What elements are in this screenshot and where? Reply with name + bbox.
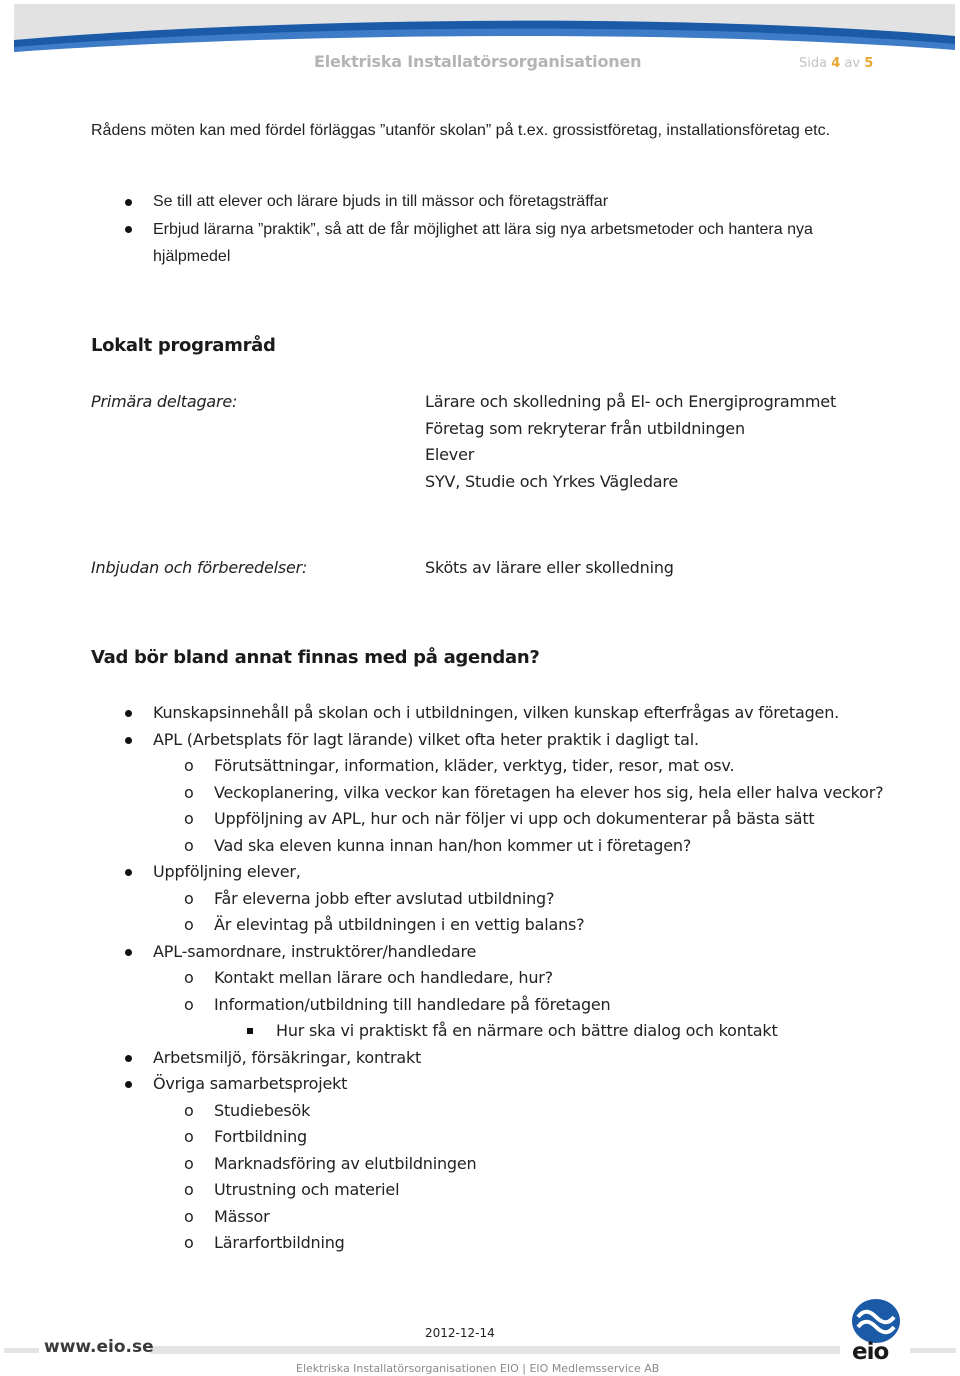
agenda-item-text: Kunskapsinnehåll på skolan och i utbildningen, vilken kunskap efterfrågas av företagen. [153,703,840,722]
bullet-circle-icon: o [184,1100,194,1120]
footer-date: 2012-12-14 [425,1326,495,1340]
agenda-item-text: Kontakt mellan lärare och handledare, hur? [214,968,553,987]
primary-participants-list [425,389,836,495]
intro-bullet [153,216,873,270]
bullet-circle-icon: o [184,809,194,828]
agenda-item [153,1071,347,1097]
participant-item: Företag som rekryterar från utbildningen [425,418,745,438]
bullet-circle-icon: o [184,1206,194,1226]
bullet-dot-icon [125,737,132,744]
intro-paragraph: Rådens möten kan med fördel förläggas ”utanför skolan” på t.ex. grossistföretag, installationsföretag etc. [91,122,831,139]
agenda-item-text: APL (Arbetsplats för lagt lärande) vilket ofta heter praktik i dagligt tal. [153,729,699,749]
agenda-item [184,1204,270,1230]
agenda-item-text: Marknadsföring av elutbildningen [214,1153,477,1173]
bullet-dot-icon [125,1055,132,1062]
bullet-dot-icon [125,710,132,717]
agenda-item [153,859,301,885]
eio-logo [850,1297,902,1369]
invitation-value: Sköts av lärare eller skolledning [425,558,674,577]
section-heading-agenda: Vad bör bland annat finnas med på agendan? [91,647,540,668]
page-number [799,56,873,71]
agenda-item-text: Studiebesök [214,1100,311,1120]
participant-item: SYV, Studie och Yrkes Vägledare [425,471,679,491]
footer-org-line: Elektriska Installatörsorganisationen EIO | EIO Medlemsservice AB [296,1362,660,1375]
agenda-item-text: Förutsättningar, information, kläder, verktyg, tider, resor, mat osv. [214,756,735,775]
agenda-item-text: Fortbildning [214,1127,307,1146]
agenda-item [184,806,815,832]
page-current: 4 [831,56,841,71]
bullet-circle-icon: o [184,968,194,987]
section-heading-programrad: Lokalt programråd [91,335,276,356]
bullet-circle-icon: o [184,1153,194,1173]
bullet-dot-icon [125,226,132,233]
bullet-circle-icon: o [184,888,194,908]
page-total: 5 [864,56,874,71]
agenda-item [153,1045,421,1071]
bullet-circle-icon: o [184,915,194,934]
agenda-item [184,753,735,779]
participant-item: Lärare och skolledning på El- och Energiprogrammet [425,392,837,411]
agenda-item [184,992,611,1018]
agenda-item [184,780,884,806]
agenda-item [184,1124,307,1150]
agenda-item-text: Uppföljning av APL, hur och när följer vi upp och dokumenterar på bästa sätt [214,809,815,828]
agenda-item [184,1177,400,1203]
agenda-item [184,1151,477,1177]
bullet-circle-icon: o [184,994,194,1014]
bullet-dot-icon [125,949,132,956]
agenda-item-text: Veckoplanering, vilka veckor kan företagen ha elever hos sig, hela eller halva veckor? [214,782,884,802]
header-org-title: Elektriska Installatörsorganisationen [314,52,642,71]
agenda-item [184,965,553,991]
primary-participants-label: Primära deltagare: [91,392,238,411]
bullet-square-icon [247,1028,253,1034]
agenda-item-text: Mässor [214,1206,270,1226]
agenda-item-text: Uppföljning elever, [153,862,301,881]
eio-logo-icon [850,1297,902,1345]
agenda-item [153,700,839,726]
agenda-item-text: Övriga samarbetsprojekt [153,1074,348,1093]
agenda-item [184,833,692,859]
bullet-circle-icon: o [184,1233,194,1252]
agenda-item [184,886,555,912]
agenda-item [184,1098,311,1124]
agenda-item-text: Lärarfortbildning [214,1233,345,1252]
page-prefix: Sida [799,56,828,71]
intro-bullet-text: Erbjud lärarna ”praktik”, så att de får möjlighet att lära sig nya arbetsmetoder och hantera nya hjälpmedel [153,221,813,265]
agenda-item-text: Vad ska eleven kunna innan han/hon kommer ut i företagen? [214,835,692,855]
eio-logo-text: eio [852,1339,889,1365]
page-separator: av [844,56,861,71]
agenda-item-text: Är elevintag på utbildningen i en vettig balans? [214,915,585,934]
agenda-item-text: Utrustning och materiel [214,1180,400,1199]
agenda-item-text: Arbetsmiljö, försäkringar, kontrakt [153,1047,422,1067]
bullet-circle-icon: o [184,835,194,855]
bullet-circle-icon: o [184,1127,194,1146]
agenda-item [184,912,585,938]
intro-bullet [153,189,873,215]
agenda-item-text: Hur ska vi praktiskt få en närmare och bättre dialog och kontakt [276,1021,778,1040]
agenda-item-text: Information/utbildning till handledare på företagen [214,994,611,1014]
invitation-label: Inbjudan och förberedelser: [91,558,308,577]
bullet-circle-icon: o [184,782,194,802]
bullet-circle-icon: o [184,1180,194,1199]
bullet-dot-icon [125,199,132,206]
agenda-item [184,1230,345,1256]
bullet-circle-icon: o [184,756,194,775]
bullet-dot-icon [125,1081,132,1088]
bullet-dot-icon [125,869,132,876]
agenda-item-text: Får eleverna jobb efter avslutad utbildning? [214,888,555,908]
agenda-item [276,1018,778,1044]
participant-item: Elever [425,445,475,464]
intro-bullet-text: Se till att elever och lärare bjuds in till mässor och företagsträffar [153,193,609,210]
footer-website[interactable]: www.eio.se [44,1337,154,1357]
agenda-item [153,939,476,965]
agenda-item-text: APL-samordnare, instruktörer/handledare [153,941,477,961]
agenda-item [153,727,699,753]
